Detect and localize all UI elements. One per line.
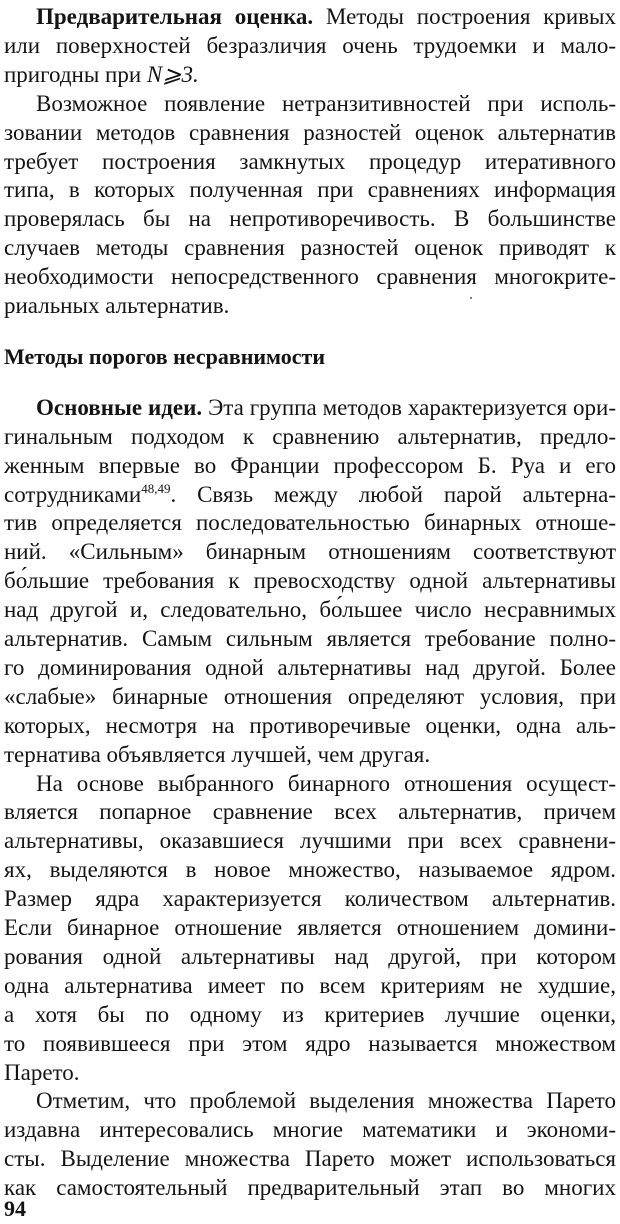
text-line: риальных альтернатив. [4, 293, 230, 318]
text-line: одна альтернатива имеет по всем критериям не худшие, [4, 972, 616, 998]
text-line: то появившееся при этом ядро называется множеством [4, 1030, 616, 1056]
book-page [4, 0, 616, 1221]
page-number: 94 [4, 1196, 26, 1221]
text-line: которых, несмотря на противоречивые оценки, одна аль- [4, 712, 616, 738]
text-line: Возможное появление нетранзитивностей при исполь- [36, 90, 616, 116]
text-fragment: пригодны при [4, 61, 147, 87]
reference-superscript: 48,49 [141, 480, 171, 496]
runin-heading: Основные идеи. [36, 394, 203, 420]
text-line: Отметим, что проблемой выделения множества Парето [36, 1088, 616, 1114]
runin-heading: Предварительная оценка. [36, 4, 314, 29]
text-line: случаев методы сравнения разностей оценок приводят к [4, 235, 616, 261]
text-line: требует построения замкнутых процедур итеративного [4, 148, 616, 174]
print-speck [470, 297, 472, 299]
text-line: зовании методов сравнения разностей оценок альтернатив [4, 119, 616, 145]
text-line: проверялась бы на непротиворечивость. В большинстве [4, 206, 616, 232]
section-heading: Методы порогов несравнимости [4, 343, 325, 369]
text-line: типа, в которых полученная при сравнениях информация [4, 177, 616, 203]
text-line: На основе выбранного бинарного отношения осущест- [36, 770, 616, 796]
text-line: как самостоятельный предварительный этап во многих [4, 1175, 616, 1201]
text-line: Размер ядра характеризуется количеством альтернатив. [4, 886, 616, 912]
text-line: го доминирования одной альтернативы над другой. Более [4, 654, 616, 680]
text-line: издавна интересовались многие математики и экономи- [4, 1117, 616, 1143]
text-line: а хотя бы по одному из критериев лучшие оценки, [4, 1001, 616, 1027]
text-line: тернатива объявляется лучшей, чем другая. [4, 741, 431, 767]
text-line: над другой и, следовательно, бо́льшее число несравнимых [4, 597, 616, 623]
text-line: рования одной альтернативы над другой, при котором [4, 943, 616, 969]
text-line: гинальным подходом к сравнению альтернатив, предло- [4, 423, 616, 449]
text-fragment: . Связь между любой парой альтерна- [170, 481, 616, 507]
text-fragment: сотрудниками [4, 481, 142, 507]
text-line: альтернатив. Самым сильным является требование полно- [4, 626, 616, 651]
text-line: ний. «Сильным» бинарным отношениям соответствуют [4, 539, 616, 565]
text-line: альтернативы, оказавшиеся лучшими при всех сравнени- [4, 828, 616, 854]
text-line: «слабые» бинарные отношения определяют условия, при [4, 683, 616, 709]
text-fragment: Эта группа методов характеризуется ори- [202, 394, 616, 420]
text-line: ях, выделяются в новое множество, называемое ядром. [4, 857, 616, 883]
text-line: или поверхностей безразличия очень трудоемки и мало- [4, 32, 616, 58]
math-expression: N⩾3. [146, 61, 199, 87]
text-line: тив определяется последовательностью бинарных отноше- [4, 510, 616, 536]
text-line: вляется попарное сравнение всех альтернатив, причем [4, 799, 616, 825]
text-line: необходимости непосредственного сравнения многокрите- [4, 264, 616, 290]
text-line: сты. Выделение множества Парето может использоваться [4, 1146, 616, 1172]
text-line: Парето. [4, 1059, 80, 1085]
text-line: бо́льшие требования к превосходству одной альтернативы [4, 568, 616, 594]
text-line: Если бинарное отношение является отношением домини- [4, 915, 616, 940]
text-line: женным впервые во Франции профессором Б. Руа и его [4, 452, 616, 478]
text-fragment: Методы построения кривых [313, 4, 616, 29]
